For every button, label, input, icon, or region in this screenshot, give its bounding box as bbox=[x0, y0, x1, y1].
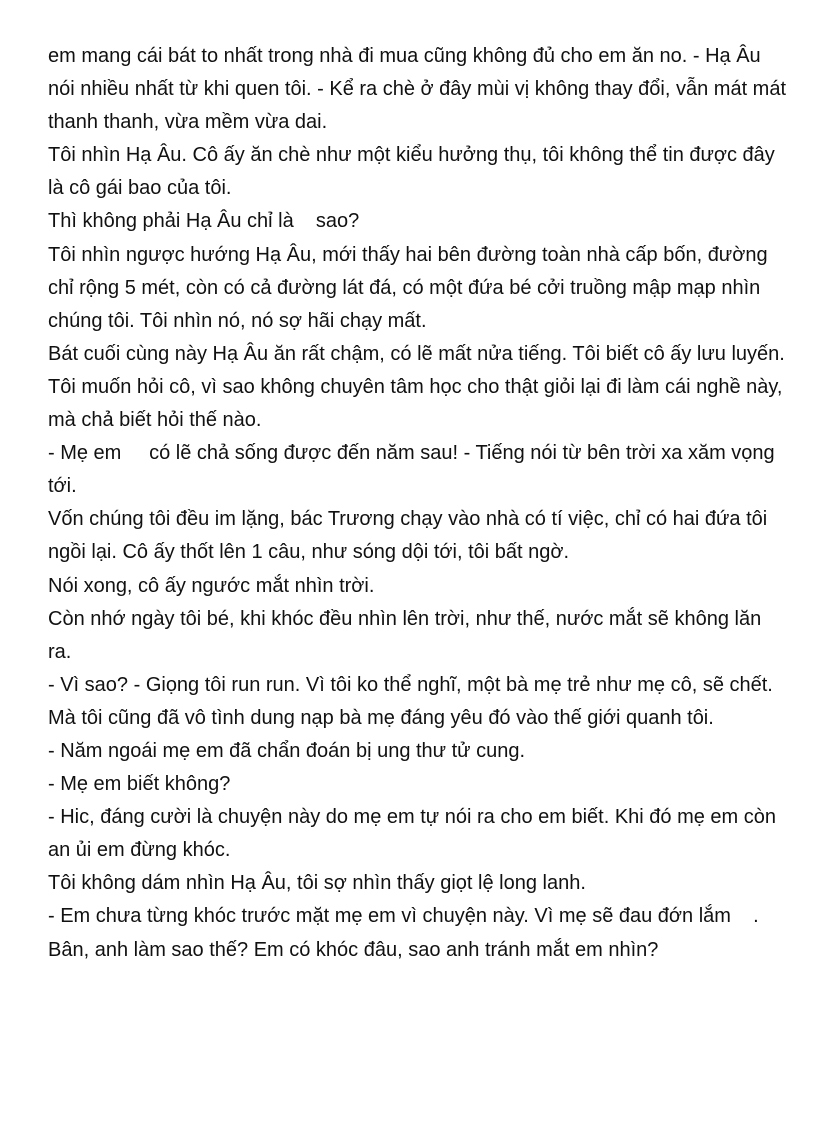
paragraph: Bát cuối cùng này Hạ Âu ăn rất chậm, có lẽ mất nửa tiếng. Tôi biết cô ấy lưu luyến. bbox=[48, 342, 785, 365]
paragraph: - Mẹ em biết không? bbox=[48, 773, 231, 796]
paragraph: Tôi nhìn Hạ Âu. Cô ấy ăn chè như một kiểu hưởng thụ, tôi không thể tin được đây là cô gái bao của tôi. bbox=[48, 144, 775, 200]
paragraph: Vốn chúng tôi đều im lặng, bác Trương chạy vào nhà có tí việc, chỉ có hai đứa tôi ngồi lại. Cô ấy thốt lên 1 câu, như sóng dội tới, tôi bất ngờ. bbox=[48, 508, 768, 564]
document-page bbox=[48, 40, 788, 967]
paragraph: - Vì sao? - Giọng tôi run run. Vì tôi ko thể nghĩ, một bà mẹ trẻ như mẹ cô, sẽ chết. Mà tôi cũng đã vô tình dung nạp bà mẹ đáng yêu đó vào thế giới quanh tôi. bbox=[48, 673, 773, 729]
paragraph: - Năm ngoái mẹ em đã chẩn đoán bị ung thư tử cung. bbox=[48, 739, 526, 762]
paragraph: Thì không phải Hạ Âu chỉ là sao? bbox=[48, 210, 360, 233]
paragraph: Nói xong, cô ấy ngước mắt nhìn trời. bbox=[48, 574, 375, 597]
paragraph: - Hic, đáng cười là chuyện này do mẹ em tự nói ra cho em biết. Khi đó mẹ em còn an ủi em đừng khóc. bbox=[48, 806, 777, 862]
paragraph: Tôi không dám nhìn Hạ Âu, tôi sợ nhìn thấy giọt lệ long lanh. bbox=[48, 872, 586, 895]
paragraph: - Mẹ em có lẽ chả sống được đến năm sau! - Tiếng nói từ bên trời xa xăm vọng tới. bbox=[48, 442, 781, 498]
paragraph: Tôi nhìn ngược hướng Hạ Âu, mới thấy hai bên đường toàn nhà cấp bốn, đường chỉ rộng 5 mét, còn có cả đường lát đá, có một đứa bé cởi truồng mập mạp nhìn chúng tôi. Tôi nhìn nó, nó sợ hãi chạy mất. bbox=[48, 243, 768, 332]
paragraph: Còn nhớ ngày tôi bé, khi khóc đều nhìn lên trời, như thế, nước mắt sẽ không lăn ra. bbox=[48, 607, 762, 663]
paragraph: em mang cái bát to nhất trong nhà đi mua cũng không đủ cho em ăn no. - Hạ Âu nói nhiều nhất từ khi quen tôi. - Kể ra chè ở đây mùi vị không thay đổi, vẫn mát mát thanh thanh, vừa mềm vừa dai. bbox=[48, 45, 787, 134]
paragraph: - Em chưa từng khóc trước mặt mẹ em vì chuyện này. Vì mẹ sẽ đau đớn lắm . Bân, anh làm sao thế? Em có khóc đâu, sao anh tránh mắt em nhìn? bbox=[48, 905, 765, 961]
paragraph: Tôi muốn hỏi cô, vì sao không chuyên tâm học cho thật giỏi lại đi làm cái nghề này, mà chả biết hỏi thế nào. bbox=[48, 375, 783, 432]
